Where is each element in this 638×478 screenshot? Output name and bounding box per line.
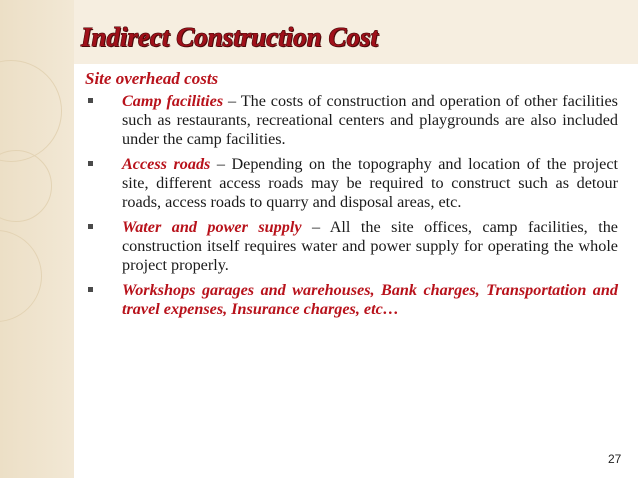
bullet-item-camp-facilities bbox=[88, 92, 618, 149]
bullet-text: All the site offices, camp facilities, the construction itself requires water and power supply for operating the whole project properly. bbox=[122, 218, 618, 274]
bullet-item-water-power bbox=[88, 218, 618, 275]
square-bullet-icon bbox=[88, 287, 93, 292]
decorative-circle bbox=[0, 150, 52, 222]
bullet-text: Depending on the topography and location of the project site, different access roads may be required to construct such as detour roads, access roads to quarry and disposal areas, etc. bbox=[122, 155, 618, 211]
decorative-circle bbox=[0, 230, 42, 322]
square-bullet-icon bbox=[88, 161, 93, 166]
bullet-term: Workshops garages and warehouses, Bank charges, Transportation and travel expenses, Insurance charges, etc… bbox=[122, 281, 618, 318]
slide-title: Indirect Construction Cost bbox=[81, 22, 379, 52]
decorative-left-band bbox=[0, 0, 74, 478]
square-bullet-icon bbox=[88, 98, 93, 103]
bullet-separator: – bbox=[210, 155, 232, 173]
bullet-separator: – bbox=[301, 218, 330, 236]
bullet-text: The costs of construction and operation of other facilities such as restaurants, recreational centers and playgrounds are also included under the camp facilities. bbox=[122, 92, 618, 148]
square-bullet-icon bbox=[88, 224, 93, 229]
bullet-term: Camp facilities bbox=[122, 92, 224, 110]
bullet-list bbox=[88, 92, 618, 325]
bullet-term: Water and power supply bbox=[122, 218, 302, 236]
bullet-item-access-roads bbox=[88, 155, 618, 212]
page-number: 27 bbox=[608, 452, 622, 466]
bullet-term: Access roads bbox=[122, 155, 211, 173]
decorative-circle bbox=[0, 60, 62, 162]
bullet-separator: – bbox=[223, 92, 241, 110]
section-subheading: Site overhead costs bbox=[85, 69, 219, 88]
bullet-item-other-costs bbox=[88, 281, 618, 319]
